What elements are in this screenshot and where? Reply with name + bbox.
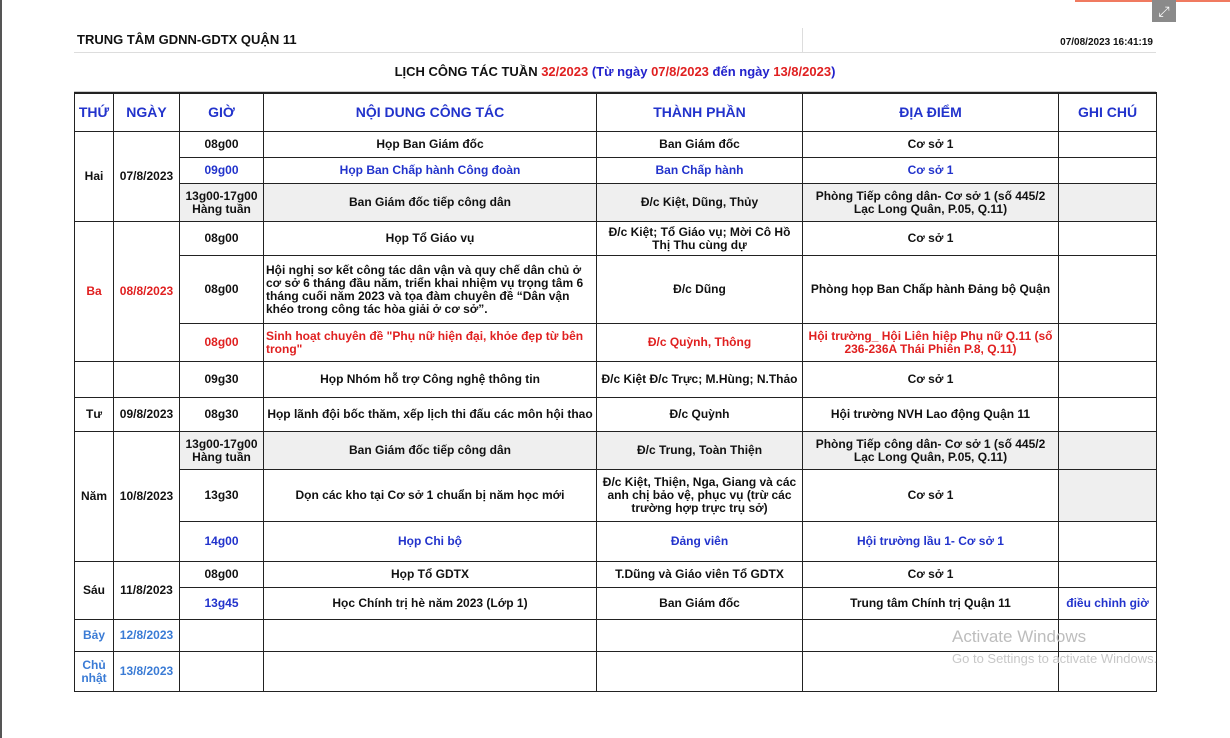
location-cell: Cơ sở 1 <box>803 132 1059 158</box>
location-cell: Hội trường_ Hội Liên hiệp Phụ nữ Q.11 (số 236-236A Thái Phiên P.8, Q.11) <box>803 324 1059 362</box>
content-cell: Ban Giám đốc tiếp công dân <box>264 432 597 470</box>
participants-cell <box>597 652 803 692</box>
time-cell: 08g00 <box>180 256 264 324</box>
org-name: TRUNG TÂM GDNN-GDTX QUẬN 11 <box>77 32 297 47</box>
time-cell: 08g30 <box>180 398 264 432</box>
day-name: Hai <box>75 132 114 222</box>
participants-cell: Đ/c Kiệt; Tổ Giáo vụ; Mời Cô Hồ Thị Thu cùng dự <box>597 222 803 256</box>
table-row <box>75 362 1157 398</box>
participants-cell: Đ/c Kiệt Đ/c Trực; M.Hùng; N.Thảo <box>597 362 803 398</box>
title-text-3: đến ngày <box>708 64 774 79</box>
to-date: 13/8/2023 <box>773 64 832 79</box>
participants-cell: Đ/c Kiệt, Thiện, Nga, Giang và các anh chị bảo vệ, phục vụ (trừ các trường hợp trực trụ sở) <box>597 470 803 522</box>
table-row <box>75 222 1157 256</box>
note-cell <box>1059 362 1157 398</box>
table-row <box>75 588 1157 620</box>
time-cell: 14g00 <box>180 522 264 562</box>
location-cell: Phòng Tiếp công dân- Cơ sở 1 (số 445/2 Lạc Long Quân, P.05, Q.11) <box>803 432 1059 470</box>
time-cell <box>180 620 264 652</box>
time-cell <box>180 652 264 692</box>
note-cell <box>1059 132 1157 158</box>
table-header-row <box>75 93 1157 132</box>
time-cell: 13g30 <box>180 470 264 522</box>
schedule-sheet <box>74 28 1156 692</box>
time-cell: 08g00 <box>180 222 264 256</box>
participants-cell: Ban Chấp hành <box>597 158 803 184</box>
location-cell: Phòng Tiếp công dân- Cơ sở 1 (số 445/2 Lạc Long Quân, P.05, Q.11) <box>803 184 1059 222</box>
location-cell: Cơ sở 1 <box>803 362 1059 398</box>
day-date: 10/8/2023 <box>114 432 180 562</box>
time-cell: 09g30 <box>180 362 264 398</box>
location-cell: Hội trường lầu 1- Cơ sở 1 <box>803 522 1059 562</box>
day-date: 12/8/2023 <box>114 620 180 652</box>
day-name: Sáu <box>75 562 114 620</box>
location-cell: Cơ sở 1 <box>803 470 1059 522</box>
content-cell <box>264 620 597 652</box>
table-row <box>75 158 1157 184</box>
col-gio: GIỜ <box>180 93 264 132</box>
day-name: Tư <box>75 398 114 432</box>
content-cell: Họp Ban Chấp hành Công đoàn <box>264 158 597 184</box>
expand-icon[interactable]: ⤢ <box>1152 0 1176 22</box>
participants-cell <box>597 620 803 652</box>
time-cell: 09g00 <box>180 158 264 184</box>
time-cell: 13g45 <box>180 588 264 620</box>
header-divider <box>802 28 803 52</box>
note-cell <box>1059 324 1157 362</box>
col-thanh-phan: THÀNH PHẦN <box>597 93 803 132</box>
title-text-2: (Từ ngày <box>588 64 652 79</box>
note-cell <box>1059 432 1157 470</box>
content-cell: Học Chính trị hè năm 2023 (Lớp 1) <box>264 588 597 620</box>
schedule-title <box>74 53 1156 92</box>
content-cell: Họp Chi bộ <box>264 522 597 562</box>
note-cell <box>1059 398 1157 432</box>
location-cell: Hội trường NVH Lao động Quận 11 <box>803 398 1059 432</box>
table-row <box>75 324 1157 362</box>
left-frame-border <box>0 0 2 738</box>
location-cell: Phòng họp Ban Chấp hành Đảng bộ Quận <box>803 256 1059 324</box>
timestamp: 07/08/2023 16:41:19 <box>1060 37 1153 48</box>
day-date <box>114 362 180 398</box>
day-name: Ba <box>75 222 114 362</box>
content-cell: Hội nghị sơ kết công tác dân vận và quy chế dân chủ ở cơ sở 6 tháng đầu năm, triển khai nhiệm vụ trọng tâm 6 tháng cuối năm 2023 và tọa đàm chuyên đề “Dân vận khéo trong công tác hòa giải ở cơ sở”. <box>264 256 597 324</box>
week-number: 32/2023 <box>541 64 589 79</box>
note-cell <box>1059 562 1157 588</box>
col-dia-diem: ĐỊA ĐIỂM <box>803 93 1059 132</box>
col-thu: THỨ <box>75 93 114 132</box>
table-row <box>75 184 1157 222</box>
note-cell: điều chỉnh giờ <box>1059 588 1157 620</box>
table-row <box>75 398 1157 432</box>
content-cell: Ban Giám đốc tiếp công dân <box>264 184 597 222</box>
day-name: Chủ nhật <box>75 652 114 692</box>
content-cell: Họp Nhóm hỗ trợ Công nghệ thông tin <box>264 362 597 398</box>
table-row <box>75 522 1157 562</box>
location-cell: Cơ sở 1 <box>803 222 1059 256</box>
content-cell <box>264 652 597 692</box>
day-date: 11/8/2023 <box>114 562 180 620</box>
content-cell: Dọn các kho tại Cơ sở 1 chuẩn bị năm học mới <box>264 470 597 522</box>
content-cell: Họp Tổ Giáo vụ <box>264 222 597 256</box>
note-cell <box>1059 222 1157 256</box>
time-cell: 13g00-17g00 Hàng tuần <box>180 432 264 470</box>
col-ngay: NGÀY <box>114 93 180 132</box>
time-cell: 08g00 <box>180 324 264 362</box>
participants-cell: Đ/c Trung, Toàn Thiện <box>597 432 803 470</box>
note-cell <box>1059 256 1157 324</box>
day-name: Năm <box>75 432 114 562</box>
location-cell: Cơ sở 1 <box>803 562 1059 588</box>
activate-windows-watermark: Activate Windows <box>952 627 1087 646</box>
location-cell: Trung tâm Chính trị Quận 11 <box>803 588 1059 620</box>
time-cell: 13g00-17g00 Hàng tuần <box>180 184 264 222</box>
day-name: Bảy <box>75 620 114 652</box>
time-cell: 08g00 <box>180 562 264 588</box>
col-ghi-chu: GHI CHÚ <box>1059 93 1157 132</box>
note-cell <box>1059 522 1157 562</box>
activate-windows-hint: Go to Settings to activate Windows. <box>952 651 1158 666</box>
participants-cell: Đảng viên <box>597 522 803 562</box>
content-cell: Họp Ban Giám đốc <box>264 132 597 158</box>
table-row <box>75 132 1157 158</box>
location-cell: Cơ sở 1 <box>803 158 1059 184</box>
day-name <box>75 362 114 398</box>
table-row <box>75 562 1157 588</box>
content-cell: Họp Tổ GDTX <box>264 562 597 588</box>
schedule-table <box>74 92 1157 692</box>
participants-cell: Đ/c Kiệt, Dũng, Thủy <box>597 184 803 222</box>
participants-cell: Đ/c Dũng <box>597 256 803 324</box>
day-date: 08/8/2023 <box>114 222 180 362</box>
day-date: 13/8/2023 <box>114 652 180 692</box>
time-cell: 08g00 <box>180 132 264 158</box>
col-noi-dung: NỘI DUNG CÔNG TÁC <box>264 93 597 132</box>
content-cell: Họp lãnh đội bốc thăm, xếp lịch thi đấu các môn hội thao <box>264 398 597 432</box>
day-date: 09/8/2023 <box>114 398 180 432</box>
day-date: 07/8/2023 <box>114 132 180 222</box>
from-date: 07/8/2023 <box>651 64 709 79</box>
participants-cell: T.Dũng và Giáo viên Tổ GDTX <box>597 562 803 588</box>
org-header <box>74 28 1156 53</box>
table-row <box>75 432 1157 470</box>
note-cell <box>1059 184 1157 222</box>
table-row <box>75 470 1157 522</box>
participants-cell: Đ/c Quỳnh, Thông <box>597 324 803 362</box>
participants-cell: Ban Giám đốc <box>597 132 803 158</box>
content-cell: Sinh hoạt chuyên đề "Phụ nữ hiện đại, khỏe đẹp từ bên trong" <box>264 324 597 362</box>
participants-cell: Ban Giám đốc <box>597 588 803 620</box>
note-cell <box>1059 470 1157 522</box>
title-text-1: LỊCH CÔNG TÁC TUẦN <box>394 64 542 79</box>
participants-cell: Đ/c Quỳnh <box>597 398 803 432</box>
table-row <box>75 256 1157 324</box>
note-cell <box>1059 158 1157 184</box>
title-text-4: ) <box>831 64 836 79</box>
